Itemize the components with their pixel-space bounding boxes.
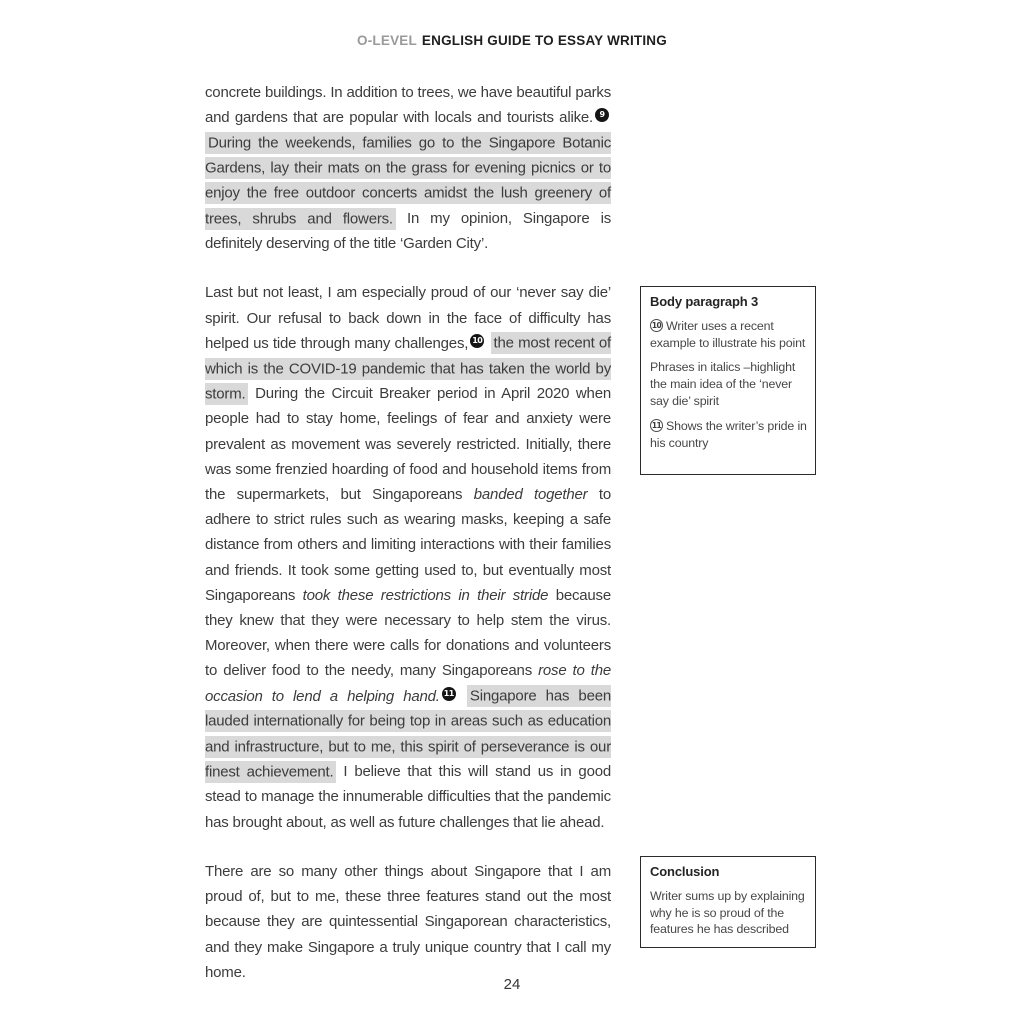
annotation-box-title: Conclusion [650,864,720,879]
annotation-marker-10-icon: 10 [470,334,484,348]
essay-text [486,335,490,352]
annotation-marker-11-icon: 11 [651,420,662,430]
page-header [0,33,1024,48]
page-number: 24 [503,976,521,993]
annotation-marker-11-icon: 11 [442,687,456,701]
annotation-item [650,359,807,409]
essay-text: There are so many other things about Singapore that I am proud of, but to me, these three features stand out the most because they are quintessential Singaporean characteristics, and they make Singapore a truly unique country that I call my home. [205,862,611,981]
annotation-box-conclusion [640,856,816,948]
essay-text: I believe that this will stand us in good stead to manage the innumerable difficulties that the pandemic has brought about, as well as future challenges that lie ahead. [205,763,611,831]
highlighted-text: During the weekends, families go to the Singapore Botanic Gardens, lay their mats on the grass for evening picnics or to enjoy the free outdoor concerts amidst the lush greenery of trees, shrubs and flowers. [205,132,611,230]
essay-text: During the Circuit Breaker period in April 2020 when people had to stay home, feelings of fear and anxiety were prevalent as movement was severely restricted. Initially, there was some frenzied hoarding of food and household items from the supermarkets, but Singaporeans [205,385,611,504]
essay-text: to adhere to strict rules such as wearing masks, keeping a safe distance from others and limiting interactions with their families and friends. It took some getting used to, but eventually most Singaporeans [205,486,612,604]
essay-text: In my opinion, Singapore is definitely deserving of the title ‘Garden City’. [205,210,611,253]
essay-text [458,688,467,705]
essay-body [205,80,611,985]
essay-text: because they knew that they were necessary to help stem the virus. Moreover, when there were calls for donations and volunteers to deliver food to the needy, many Singaporeans [205,586,612,680]
annotation-box-body-paragraph-3 [640,286,816,475]
essay-paragraph [205,859,611,985]
highlighted-text: Singapore has been lauded internationally for being top in areas such as education and infrastructure, but to me, this spirit of perseverance is our finest achievement. [205,685,611,783]
annotation-item-text: Writer sums up by explaining why he is so proud of the features he has described [650,888,805,937]
italic-text: took these restrictions in their stride [302,586,549,604]
essay-paragraph [205,80,611,256]
annotation-item-text: Writer uses a recent example to illustrate his point [650,318,806,350]
annotation-item [650,418,807,452]
annotation-item [650,318,807,352]
annotation-marker-9-icon: 9 [595,108,609,122]
annotation-item-text: Phrases in italics –highlight the main idea of the ‘never say die’ spirit [650,360,796,408]
italic-text: banded together [473,486,588,504]
essay-text: concrete buildings. In addition to trees, we have beautiful parks and gardens that are popular with locals and tourists alike. [205,84,611,127]
annotation-marker-10-icon: 10 [651,320,662,330]
header-title: ENGLISH GUIDE TO ESSAY WRITING [421,33,667,48]
header-series-label: O-LEVEL [357,33,417,48]
italic-text: rose to the occasion to lend a helping hand. [205,662,611,705]
essay-text: Last but not least, I am especially proud of our ‘never say die’ spirit. Our refusal to back down in the face of difficulty has helped us tide through many challenges, [205,284,611,352]
annotation-box-title: Body paragraph 3 [650,294,759,309]
highlighted-text: the most recent of which is the COVID-19 pandemic that has taken the world by storm. [205,332,611,404]
annotation-item-text: Shows the writer’s pride in his country [650,418,807,450]
essay-paragraph [205,280,611,834]
annotation-item [650,888,807,938]
